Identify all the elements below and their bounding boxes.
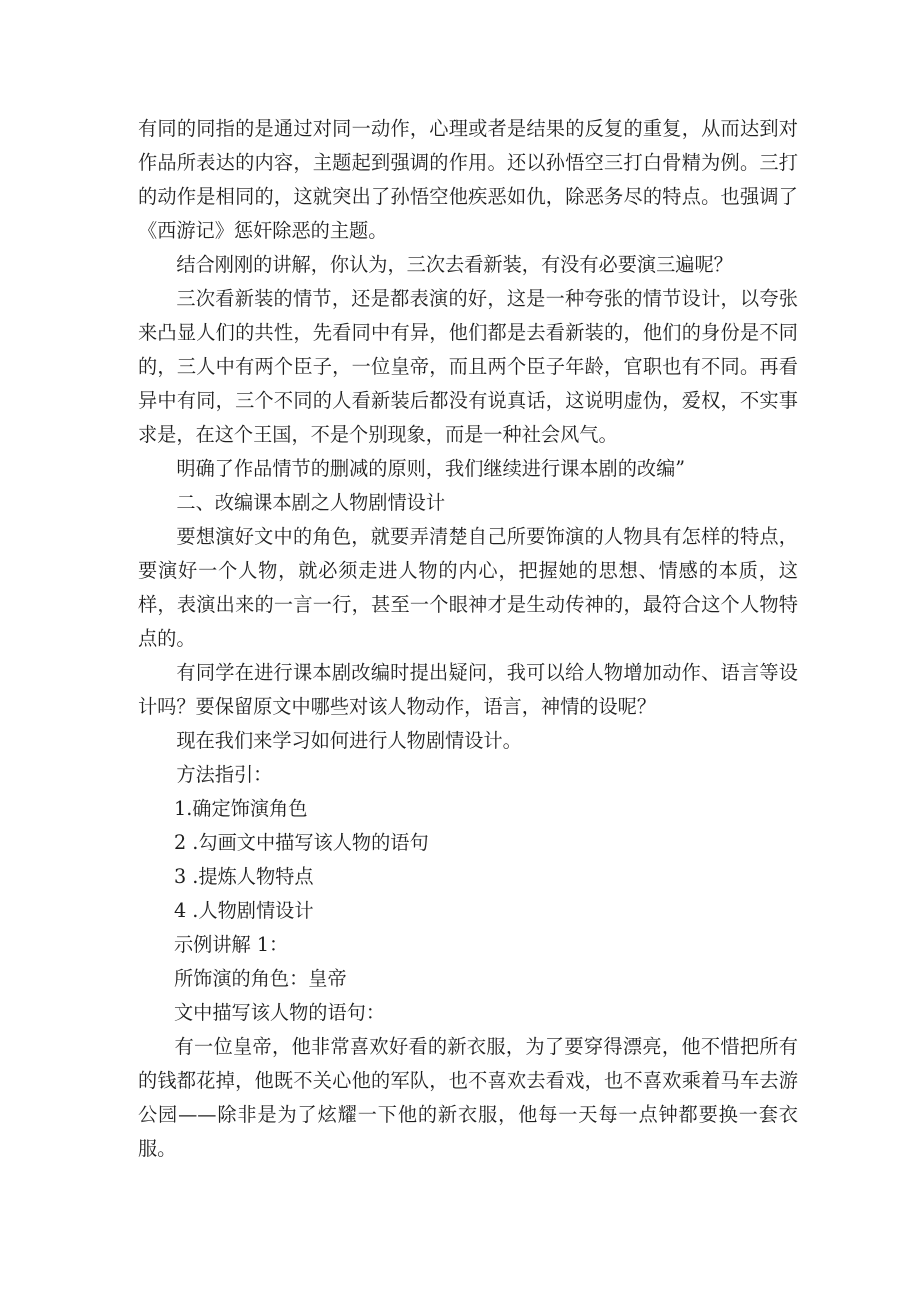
paragraph-three-viewings: 三次看新装的情节，还是都表演的好，这是一种夸张的情节设计，以夸张来凸显人们的共性，先看同中有异，他们都是去看新装的，他们的身份是不同的，三人中有两个臣子，一位皇帝，而且两个臣子年龄，官职也有不同。再看异中有同，三个不同的人看新装后都没有说真话，这说明虚伪，爱权，不实事求是，在这个王国，不是个别现象，而是一种社会风气。 (138, 287, 798, 446)
paragraph-continue-adaptation: 明确了作品情节的删减的原则，我们继续进行课本剧的改编” (176, 457, 686, 480)
paragraph-learning-intro: 现在我们来学习如何进行人物剧情设计。 (176, 729, 522, 752)
method-step-4: 4 .人物剧情设计 (174, 899, 314, 922)
method-step-1: 1.确定饰演角色 (174, 797, 308, 820)
paragraph-character-acting: 要想演好文中的角色，就要弄清楚自己所要饰演的人物具有怎样的特点，要演好一个人物，就必须走进人物的内心，把握她的思想、情感的本质，这样，表演出来的一言一行，甚至一个眼神才是生动传神的，最符合这个人物特点的。 (138, 525, 798, 650)
method-guide-label: 方法指引： (176, 763, 273, 786)
section-heading: 二、改编课本剧之人物剧情设计 (176, 491, 446, 514)
paragraph-repetition-explanation: 有同的同指的是通过对同一动作，心理或者是结果的反复的重复，从而达到对作品所表达的内容，主题起到强调的作用。还以孙悟空三打白骨精为例。三打的动作是相同的，这就突出了孙悟空他疾恶如仇，除恶务尽的特点。也强调了《西游记》惩奸除恶的主题。 (138, 117, 798, 242)
example-heading: 示例讲解 1： (174, 933, 289, 956)
example-quote: 有一位皇帝，他非常喜欢好看的新衣服，为了要穿得漂亮，他不惜把所有的钱都花掉，他既不关心他的军队，也不喜欢去看戏，也不喜欢乘着马车去游公园——除非是为了炫耀一下他的新衣服，他每一天每一点钟都要换一套衣服。 (138, 1035, 798, 1160)
method-step-3: 3 .提炼人物特点 (174, 865, 314, 888)
method-step-2: 2 .勾画文中描写该人物的语句 (174, 831, 429, 854)
example-role-line: 所饰演的角色：皇帝 (174, 967, 347, 990)
document-body (138, 112, 798, 1166)
paragraph-question: 结合刚刚的讲解，你认为，三次去看新装，有没有必要演三遍呢？ (176, 253, 733, 276)
example-sentences-label: 文中描写该人物的语句： (174, 1001, 386, 1024)
paragraph-student-question: 有同学在进行课本剧改编时提出疑问，我可以给人物增加动作、语言等设计吗？要保留原文中哪些对该人物动作，语言，神情的设呢？ (138, 661, 798, 718)
